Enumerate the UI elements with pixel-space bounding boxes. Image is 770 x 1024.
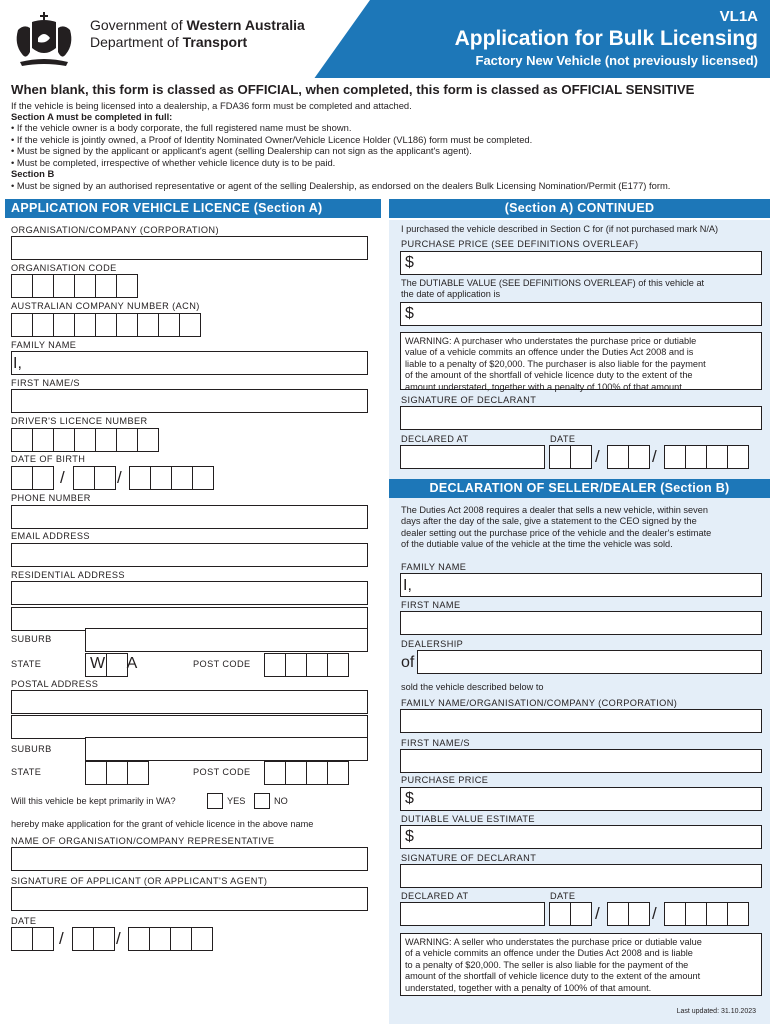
dollar-sign: $ [405,254,414,271]
declared-date-year[interactable] [664,445,748,469]
buyer-first-label: FIRST NAME/S [401,738,470,748]
email-label: EMAIL ADDRESS [11,531,90,541]
postal-field-2[interactable] [11,715,368,739]
date-day[interactable] [11,927,53,951]
postal-field-1[interactable] [11,690,368,714]
dutiable-text-2: the date of application is [401,289,501,299]
kept-in-wa-question: Will this vehicle be kept primarily in WA? [11,796,176,806]
seller-warning: WARNING: A seller who understates the purchase price or dutiable value of a vehicle commits an offence under the Duties Act 2008 and is liable to a penalty of $20,000. The seller is also liable for the payment of the amount of the shortfall of vehicle licence duty to the extent of the amount understated, together with a penalty of 100% of that amount. [400,933,762,996]
date-separator: / [595,447,600,466]
dutiable-estimate-field[interactable] [400,825,762,849]
dob-year[interactable] [129,466,213,490]
date-separator: / [652,447,657,466]
of-prefix: of [401,654,415,671]
suburb-field[interactable] [85,628,368,652]
instruction-line: • Must be signed by an authorised representative or agent of the selling Dealership, as endorsed on the dealers Bulk Licensing Nomination/Permit (E177) form. [11,180,671,191]
licence-field[interactable] [11,428,158,452]
dollar-sign: $ [405,790,414,807]
suburb-label: SUBURB [11,634,52,644]
date-separator: / [60,468,65,487]
date-separator: / [59,929,64,948]
suburb2-label: SUBURB [11,744,52,754]
date-label: DATE [11,916,37,926]
declared-date-label: DATE [550,434,576,444]
licence-label: DRIVER'S LICENCE NUMBER [11,416,148,426]
dob-month[interactable] [73,466,115,490]
acn-field[interactable] [11,313,200,337]
postcode2-field[interactable] [264,761,348,785]
declarant-signature-field[interactable] [400,406,762,430]
form-subtitle: Factory New Vehicle (not previously licensed) [475,53,758,68]
signature-field[interactable] [11,887,368,911]
acn-label: AUSTRALIAN COMPANY NUMBER (ACN) [11,301,200,311]
org-label: ORGANISATION/COMPANY (CORPORATION) [11,225,219,235]
application-statement: hereby make application for the grant of vehicle licence in the above name [11,819,314,829]
section-a-heading: APPLICATION FOR VEHICLE LICENCE (Section A) [5,199,381,218]
seller-price-label: PURCHASE PRICE [401,775,489,785]
date-year[interactable] [128,927,212,951]
instruction-line: • If the vehicle owner is a body corporate, the full registered name must be shown. [11,122,352,133]
wa-crest-logo [10,8,78,70]
declared-at-field[interactable] [400,445,545,469]
phone-field[interactable] [11,505,368,529]
purchase-price-label: PURCHASE PRICE (SEE DEFINITIONS OVERLEAF) [401,239,639,249]
declared-date-day[interactable] [549,445,591,469]
state-value: W A [90,655,147,672]
purchaser-warning: WARNING: A purchaser who understates the purchase price or dutiable value of a vehicle commits an offence under the Duties Act 2008 and is liable to a penalty of $20,000. The purchaser is also liable for the payment of the amount of the shortfall of vehicle licence duty to the extent of the amount understated, together with a penalty of 100% of that amount. [400,332,762,390]
seller-signature-field[interactable] [400,864,762,888]
seller-declared-at-label: DECLARED AT [401,891,469,901]
dollar-sign: $ [405,828,414,845]
state-label: STATE [11,659,42,669]
declared-date-month[interactable] [607,445,649,469]
no-label: NO [274,796,288,806]
declarant-signature-label: SIGNATURE OF DECLARANT [401,395,537,405]
seller-date-label: DATE [550,891,576,901]
form-code: VL1A [719,8,758,25]
section-a-continued-heading: (Section A) CONTINUED [389,199,770,218]
signature-label: SIGNATURE OF APPLICANT (OR APPLICANT'S AGENT) [11,876,268,886]
org-code-label: ORGANISATION CODE [11,263,117,273]
section-b-intro: days after the day of the sale, give a statement to the CEO signed by the [401,516,697,526]
rep-label: NAME OF ORGANISATION/COMPANY REPRESENTATIVE [11,836,275,846]
gov-line-2: Department of Transport [90,34,248,50]
no-checkbox[interactable] [254,793,270,809]
seller-date-year[interactable] [664,902,748,926]
family-name-label: FAMILY NAME [11,340,77,350]
buyer-label: FAMILY NAME/ORGANISATION/COMPANY (CORPORATION) [401,698,678,708]
dealership-label: DEALERSHIP [401,639,464,649]
instruction-line: • If the vehicle is jointly owned, a Proof of Identity Nominated Owner/Vehicle Licence Holder (VL186) form must be completed. [11,134,533,145]
seller-first-field[interactable] [400,611,762,635]
org-field[interactable] [11,236,368,260]
postcode-field[interactable] [264,653,348,677]
seller-date-month[interactable] [607,902,649,926]
date-separator: / [652,904,657,923]
section-b-intro: of the dutiable value of the vehicle at the time the vehicle was sold. [401,539,673,549]
dob-label: DATE OF BIRTH [11,454,86,464]
seller-first-label: FIRST NAME [401,600,461,610]
section-b-intro: The Duties Act 2008 requires a dealer that sells a new vehicle, within seven [401,505,708,515]
first-name-field[interactable] [11,389,368,413]
instruction-line: • Must be completed, irrespective of whether vehicle licence duty is to be paid. [11,157,336,168]
dutiable-estimate-label: DUTIABLE VALUE ESTIMATE [401,814,535,824]
instruction-line: Section B [11,168,55,179]
dutiable-value-field[interactable] [400,302,762,326]
phone-label: PHONE NUMBER [11,493,91,503]
section-b-intro: dealer setting out the purchase price of the vehicle and the dealer's estimate [401,528,712,538]
dealership-field[interactable] [417,650,762,674]
dob-day[interactable] [11,466,53,490]
postcode-label: POST CODE [193,659,251,669]
buyer-field[interactable] [400,709,762,733]
buyer-first-field[interactable] [400,749,762,773]
state2-field[interactable] [85,761,148,785]
family-name-prefix: I, [13,355,22,372]
seller-family-label: FAMILY NAME [401,562,467,572]
instruction-line: • Must be signed by the applicant or applicant's agent (selling Dealership can not sign as the applicant's agent). [11,145,472,156]
last-updated: Last updated: 31.10.2023 [676,1008,756,1015]
seller-declared-at-field[interactable] [400,902,545,926]
gov-line-1: Government of Western Australia [90,17,305,33]
seller-family-field[interactable] [400,573,762,597]
dollar-sign: $ [405,305,414,322]
seller-price-field[interactable] [400,787,762,811]
purchased-statement: I purchased the vehicle described in Section C for (if not purchased mark N/A) [401,224,719,234]
classification-notice: When blank, this form is classed as OFFICIAL, when completed, this form is classed as OFFICIAL SENSITIVE [11,82,695,97]
instruction-line: If the vehicle is being licensed into a dealership, a FDA36 form must be completed and attached. [11,100,412,111]
first-name-label: FIRST NAME/S [11,378,80,388]
residential-field-1[interactable] [11,581,368,605]
rep-field[interactable] [11,847,368,871]
yes-checkbox[interactable] [207,793,223,809]
suburb2-field[interactable] [85,737,368,761]
state2-label: STATE [11,767,42,777]
org-code-field[interactable] [11,274,137,298]
date-month[interactable] [72,927,114,951]
email-field[interactable] [11,543,368,567]
date-separator: / [116,929,121,948]
seller-date-day[interactable] [549,902,591,926]
residential-label: RESIDENTIAL ADDRESS [11,570,125,580]
dutiable-text-1: The DUTIABLE VALUE (SEE DEFINITIONS OVERLEAF) of this vehicle at [401,278,705,288]
form-title: Application for Bulk Licensing [454,27,758,50]
seller-signature-label: SIGNATURE OF DECLARANT [401,853,537,863]
date-separator: / [117,468,122,487]
postal-label: POSTAL ADDRESS [11,679,99,689]
purchase-price-field[interactable] [400,251,762,275]
declared-at-label: DECLARED AT [401,434,469,444]
yes-label: YES [227,796,246,806]
postcode2-label: POST CODE [193,767,251,777]
date-separator: / [595,904,600,923]
seller-family-prefix: I, [403,577,412,594]
instruction-line: Section A must be completed in full: [11,111,173,122]
sold-statement: sold the vehicle described below to [401,682,544,692]
family-name-field[interactable] [11,351,368,375]
section-b-heading: DECLARATION OF SELLER/DEALER (Section B) [389,479,770,498]
